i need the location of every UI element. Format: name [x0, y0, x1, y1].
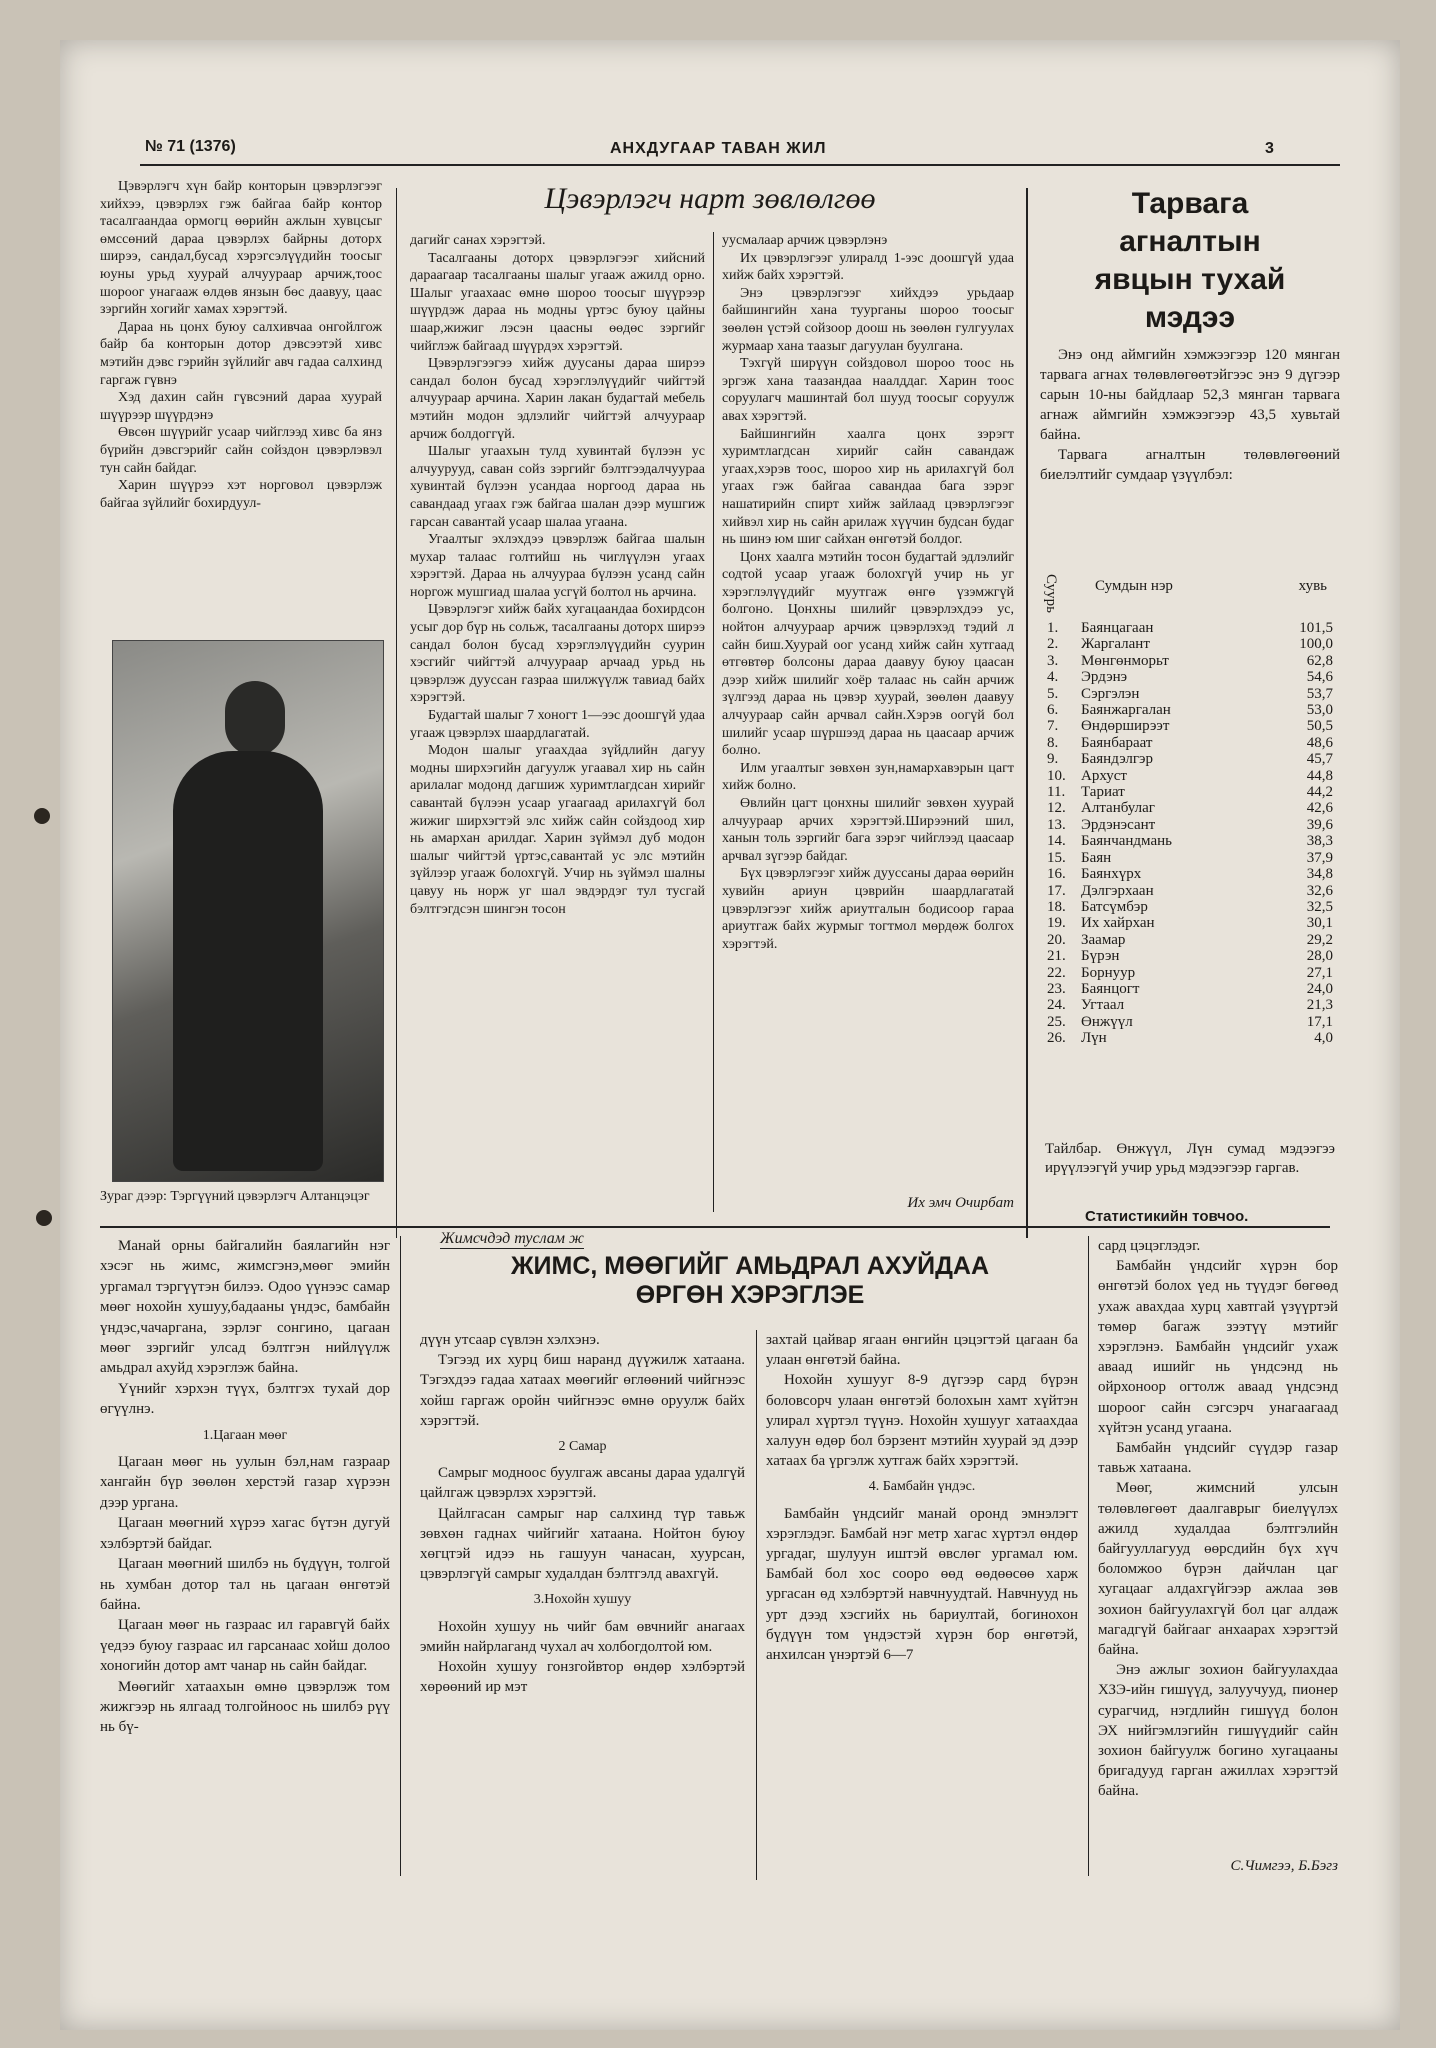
- cell-name: Эрдэнэсант: [1081, 816, 1156, 833]
- paragraph: Нохойн хушуу гонзгойвтор өндөр хэлбэртэй хөрөөний ир мэт: [420, 1659, 745, 1696]
- cell-name: Өнжүүл: [1081, 1013, 1133, 1030]
- paragraph: Шалыг угаахын тулд хувинтай бүлээн ус алчуурууд, саван сойз зэргийг бэлтгээдалчуураа хувинтай бүлээн усандаа норгоод дараа нь савандаад угаах гэж байгаа шалан дээр мушгиж гарсан савантай усаар шалаа угаана.: [410, 444, 705, 530]
- cell-pct: 32,5: [1306, 898, 1333, 915]
- cell-name: Өндөрширээт: [1081, 718, 1170, 735]
- paragraph: Өвлийн цагт цонхны шилийг зөвхөн хуурай алчуураар арчих хэрэгтэй.Ширээний шил, ханын толь зэргийг бага зэрэг чийглээд цаасаар арчвал зүгээр байдаг.: [722, 796, 1014, 864]
- cell-pct: 48,6: [1306, 734, 1333, 751]
- title-line-1: ЖИМС, МӨӨГИЙГ АМЬДРАЛ АХУЙДАА: [510, 1252, 990, 1280]
- paragraph: Тасалгааны доторх цэвэрлэгээг хийсний дараагаар тасалгааны шалыг угааж ажилд орно. Шалыг угаахаас өмнө шороо тоосыг шүүрээр шүүрдэж дараа нь модны үртэс буюу цайны шаар,жижиг лэсэн цаасны өөдөс зэргийг чийглэж байгаад шүүрдэх хэрэгтэй.: [410, 250, 705, 354]
- cell-pct: 54,6: [1306, 669, 1333, 686]
- photo-cleaner: [112, 640, 384, 1182]
- cell-name: Баяндэлгэр: [1081, 751, 1153, 768]
- cell-rank: 2.: [1047, 636, 1059, 653]
- paragraph: Тарвага агналтын төлөвлөгөөний биелэлтийг сумдаар үзүүлбэл:: [1040, 447, 1340, 483]
- cell-name: Архуст: [1081, 767, 1127, 784]
- cell-name: Заамар: [1081, 931, 1126, 948]
- table-row: [1045, 653, 1335, 669]
- cell-name: Баянбараат: [1081, 734, 1153, 751]
- punch-hole: [36, 1210, 52, 1226]
- table-row: [1045, 932, 1335, 948]
- table-row: [1045, 899, 1335, 915]
- tarvaga-signature: Статистикийн товчоо.: [1085, 1208, 1249, 1225]
- paragraph: Цэвэрлэгээгээ хийж дуусаны дараа ширээ сандал болон бусад хэрэглэлүүдийг чийгтэй алчуураар арчина. Харин лакан будагтай мебель мэтийн модон эдлэлийг чийгтэй алчуураар арчиж болдоггүй.: [410, 356, 705, 442]
- cell-rank: 12.: [1047, 800, 1066, 817]
- cell-name: Мөнгөнморьт: [1081, 652, 1169, 669]
- cell-name: Баянцагаан: [1081, 620, 1154, 636]
- paragraph: Цагаан мөөг нь уулын бэл,нам газраар хангайн бүр зөөлөн херстэй газар хүрээн дээр ургана.: [100, 1454, 390, 1511]
- cell-name: Жаргалант: [1081, 636, 1150, 653]
- paragraph: Цэвэрлэгч хүн байр конторын цэвэрлэгээг хийхээ, цэвэрлэх гэж байгаа байр контор тасалгаандаа ормогц өөрийн ажлын хувцсыг өмссөний дараа цэвэрлэх байрны доторх ширээ, сандал,бусад хэрэгсэлүүдийн тоосыг юуны урьд хуурай алчуураар арчиж,тоос шороог унагааж өлдөв янзын бөс даавуу, цаас зэргийн хогийг хамах хэрэгтэй.: [100, 179, 382, 318]
- cell-pct: 24,0: [1306, 980, 1333, 997]
- page-number: 3: [1265, 140, 1274, 157]
- table-header: [1045, 560, 1335, 616]
- table-row: [1045, 981, 1335, 997]
- cleaning-column-2: [722, 232, 1014, 1192]
- paragraph: Энэ онд аймгийн хэмжээгээр 120 мянган тарвага агнах төлөвлөгөөтэйгээс энэ 9 дүгээр сарын 10-ны байдлаар 52,3 мянган тарвага агнаж аймгийн хэмжээгээр 43,5 хувьтай байна.: [1040, 347, 1340, 443]
- title-line: Тарвага: [1131, 187, 1249, 220]
- fruits-signature: С.Чимгээ, Б.Бэгз: [1230, 1858, 1338, 1874]
- bottom-left-column: [100, 1236, 390, 1886]
- cell-rank: 13.: [1047, 816, 1066, 833]
- table-row: [1045, 800, 1335, 816]
- table-row: [1045, 883, 1335, 899]
- cell-rank: 8.: [1047, 734, 1059, 751]
- cell-rank: 9.: [1047, 751, 1059, 768]
- paragraph: уусмалаар арчиж цэвэрлэнэ: [722, 233, 888, 248]
- paragraph: Угаалтыг эхлэхдээ цэвэрлэж байгаа шалын мухар талаас голтийш нь чиглүүлэн угаах хэрэгтэй. Дараа нь алчуураа бүлээн усанд сайн норгож мушгиад шалаа усгүй болтол нь арчина.: [410, 532, 705, 600]
- paragraph: Дараа нь цонх буюу салхивчаа онгойлгож байр ба конторын дотор дэвсээтэй хивс мэтийн дэвс гэрийн зүйлийг авч гадаа салхинд гаргаж гүвнэ: [100, 319, 382, 388]
- paragraph: Самрыг модноос буулгаж авсаны дараа удалгүй цайлгаж цэвэрлэх хэрэгтэй.: [420, 1465, 745, 1502]
- cell-rank: 10.: [1047, 767, 1066, 784]
- column-rule: [396, 188, 397, 1238]
- paragraph: Мөөг, жимсний улсын төлөвлөгөөт даалгаврыг биелүүлэх ажилд худалдаа бэлтгэлийн байгууллагууд өөрсдийн бүх хүч боломжоо бүрэн дайчлан цаг хугацааг алдахгүйгээр ажлаа зөв зохион байгуулахгүй бол цаг алдаж магадгүй байгааг анхаарах хэрэгтэй байна.: [1098, 1480, 1338, 1659]
- table-row: [1045, 997, 1335, 1013]
- cell-rank: 17.: [1047, 882, 1066, 899]
- title-line: агналтын: [1119, 225, 1261, 258]
- cell-pct: 44,2: [1306, 784, 1333, 801]
- tarvaga-intro: [1040, 345, 1340, 555]
- cell-name: Алтанбулаг: [1081, 800, 1155, 817]
- paragraph: Бамбайн үндсийг манай оронд эмнэлэгт хэрэглэдэг. Бамбай нэг метр хагас хүртэл өндөр ургадаг, шулуун иштэй өвслөг ургамал юм. Бамбай бол хос сооро өөд өөдөөсөө харж ургасан өд хэлбэртэй навчнуудтай. Навчнууд нь урт дээд хэсгийх нь бариултай, богинохон бүдүүн том үндэстэй хүрэн бор өнгөтэй, анхилсан үнэртэй 6—7: [766, 1505, 1078, 1664]
- table-row: [1045, 718, 1335, 734]
- paragraph: Бамбайн үндсийг хүрэн бор өнгөтэй болох үед нь түүдэг бөгөөд ухаж авахдаа хурц хавтгай үзүүртэй төмөр багаж зээтүү мэтийг хэрэглэнэ. Бамбайн үндсийг ухаж аваад ишийг нь үндсэнд нь ойрхоноор огтолж аваад үндсэнд шороог сайн сэгсэрч унагаагаад хүйтэн усанд угаана.: [1098, 1258, 1338, 1436]
- header-pct: хувь: [1298, 578, 1327, 594]
- paragraph: Үүнийг хэрхэн түүх, бэлтгэх тухай дор өгүүлнэ.: [100, 1380, 390, 1418]
- table-body: [1045, 620, 1335, 1047]
- cell-rank: 5.: [1047, 685, 1059, 702]
- cell-rank: 24.: [1047, 997, 1066, 1014]
- table-row: [1045, 620, 1335, 636]
- title-line: мэдээ: [1144, 301, 1236, 334]
- table-row: [1045, 735, 1335, 751]
- fruits-kicker: Жимсчдэд туслам ж: [440, 1230, 584, 1247]
- paragraph: Тэгээд их хурц биш наранд дүүжилж хатаана. Тэгэхдээ гадаа хатаах мөөгийг өглөөний чийгнээс хойш гаргаж оройн чийгнээс өмнө оруулж байх хэрэгтэй.: [420, 1352, 745, 1429]
- table-row: [1045, 833, 1335, 849]
- cell-rank: 23.: [1047, 980, 1066, 997]
- fruits-title: [410, 1252, 1090, 1310]
- photo-figure-head: [225, 681, 285, 756]
- title-line: явцын тухай: [1094, 263, 1286, 296]
- table-row: [1045, 1030, 1335, 1046]
- cell-rank: 22.: [1047, 964, 1066, 981]
- paragraph: Будагтай шалыг 7 хоногт 1—ээс доошгүй удаа угааж цэвэрлэх шаардлагатай.: [410, 708, 705, 741]
- cell-pct: 21,3: [1306, 997, 1333, 1014]
- cell-name: Тариат: [1081, 784, 1125, 801]
- table-row: [1045, 751, 1335, 767]
- subhead-nuts: 2 Самар: [558, 1439, 607, 1455]
- cell-pct: 44,8: [1306, 767, 1333, 784]
- cell-pct: 32,6: [1306, 882, 1333, 899]
- subhead-white-mushroom: 1.Цагаан мөөг: [202, 1427, 288, 1443]
- column-rule: [756, 1330, 757, 1880]
- cell-name: Баянжаргалан: [1081, 702, 1171, 719]
- paragraph: Цагаан мөөг нь газраас ил гаравгүй байх үедээ буюу газраас ил гарсанаас хойш долоо хоногийн дотор амт чанар нь сайн байдаг.: [100, 1617, 390, 1675]
- cell-rank: 18.: [1047, 898, 1066, 915]
- table-row: [1045, 915, 1335, 931]
- cell-rank: 7.: [1047, 718, 1059, 735]
- cell-name: Батсүмбэр: [1081, 898, 1148, 915]
- cell-rank: 11.: [1047, 784, 1066, 801]
- column-rule: [1088, 1236, 1089, 1876]
- paragraph: Их цэвэрлэгээг улиралд 1-ээс доошгүй удаа хийж байх хэрэгтэй.: [722, 250, 1014, 284]
- table-row: [1045, 850, 1335, 866]
- cell-name: Баянхүрх: [1081, 866, 1142, 883]
- title-line-2: ӨРГӨН ХЭРЭГЛЭЕ: [635, 1281, 865, 1309]
- photo-figure-body: [173, 751, 323, 1171]
- punch-hole: [34, 808, 50, 824]
- cell-name: Угтаал: [1081, 997, 1125, 1014]
- cell-name: Эрдэнэ: [1081, 669, 1128, 686]
- paragraph: захтай цайвар ягаан өнгийн цэцэгтэй цагаан ба улаан өнгөтэй байна.: [766, 1332, 1078, 1369]
- paragraph: Илм угаалтыг зөвхөн зун,намархавэрын цагт хийж болно.: [722, 760, 1014, 794]
- paragraph: Харин шүүрээ хэт норговол цэвэрлэж байгаа зүйлийг бохирдуул-: [100, 478, 382, 511]
- table-row: [1045, 948, 1335, 964]
- table-row: [1045, 965, 1335, 981]
- cell-pct: 100,0: [1299, 636, 1333, 653]
- column-rule: [713, 232, 714, 1212]
- cell-pct: 4,0: [1314, 1030, 1333, 1047]
- tarvaga-table: [1045, 560, 1335, 1047]
- cell-pct: 45,7: [1306, 751, 1333, 768]
- fruits-column-2: [766, 1330, 1078, 1890]
- cell-pct: 39,6: [1306, 816, 1333, 833]
- paragraph: Цагаан мөөгний шилбэ нь бүдүүн, толгой нь хумбан дотор тал нь цагаан өнгөтэй байна.: [100, 1556, 390, 1613]
- paragraph: дүүн утсаар сүвлэн хэлхэнэ.: [420, 1332, 600, 1348]
- cell-rank: 4.: [1047, 669, 1059, 686]
- cell-pct: 27,1: [1306, 964, 1333, 981]
- table-row: [1045, 817, 1335, 833]
- paragraph: Цонх хаалга мэтийн тосон будагтай эдлэлийг содтой усаар угааж болохгүй учир нь уг хэрэглэлүүдийг муутгаж өнгө үзэмжгүй болгоно. Цонхны шилийг цэвэрлэхдээ ус, нойтон алчуураар арчиж цэвэрлэхэд тэдий л сайн биш.Хуурай оог усанд хийж сайн хутгаад өтгөвтөр болсоны дараа даавуу буюу цаасан дээр хийж шилийг хоёр талаас нь сайн арчиж зүлгээд дараа нь цэвэр хуурай, зөөлөн даавуу алчуураар сайн арчвал сайн.Хэрэв оогүй бол шилийг усаар шүршээд дараа нь цаасаар арчиж болно.: [722, 549, 1014, 759]
- fruits-column-3: [1098, 1236, 1338, 1856]
- cell-name: Баянцогт: [1081, 980, 1140, 997]
- table-row: [1045, 866, 1335, 882]
- table-row: [1045, 686, 1335, 702]
- photo-caption: Зураг дээр: Тэргүүний цэвэрлэгч Алтанцэцэг: [100, 1189, 370, 1204]
- cell-rank: 3.: [1047, 652, 1059, 669]
- cell-rank: 16.: [1047, 866, 1066, 883]
- cell-rank: 19.: [1047, 915, 1066, 932]
- cell-pct: 17,1: [1306, 1013, 1333, 1030]
- cell-rank: 21.: [1047, 948, 1066, 965]
- cleaning-signature: Их эмч Очирбат: [907, 1195, 1014, 1211]
- cell-name: Баянчандмань: [1081, 833, 1172, 850]
- paragraph: Бамбайн үндсийг сүүдэр газар тавьж хатаана.: [1098, 1440, 1338, 1477]
- paragraph: Нохойн хушуу нь чийг бам өвчнийг анагаах эмийн найрлаганд чухал ач холбогдолтой юм.: [420, 1618, 745, 1655]
- cell-name: Бүрэн: [1081, 948, 1120, 965]
- cell-pct: 37,9: [1306, 849, 1333, 866]
- paragraph: Цайлгасан самрыг нар салхинд түр тавьж зөвхөн гаднах чийгийг хатаана. Нойтон буюу хөгцтэй идээ нь гашуун чанасан, хуурсан, цэвэрлэгүй самрыг худалдан бэлтгэлд авахгүй.: [420, 1505, 745, 1583]
- cleaning-article-title: Цэвэрлэгч нарт зөвлөлгөө: [544, 182, 876, 215]
- cell-pct: 42,6: [1306, 800, 1333, 817]
- table-row: [1045, 669, 1335, 685]
- paragraph: Цагаан мөөгний хүрээ хагас бүтэн дугуй хэлбэртэй байдаг.: [100, 1515, 390, 1552]
- cell-name: Лүн: [1081, 1030, 1107, 1047]
- cell-pct: 29,2: [1306, 931, 1333, 948]
- cell-rank: 15.: [1047, 849, 1066, 866]
- paragraph: Манай орны байгалийн баялагийн нэг хэсэг нь жимс, жимсгэнэ,мөөг эмийн ургамал тэргүүтэн билээ. Одоо үүнээс самар мөөг нохойн хушуу,бадааны үндэс, бамбайн үндэс,чачаргана, зэрлэг сонгино, цагаан мөөг зэргийг улсад бэлтгэн нийлүүлж амьдрал ахуйд хэрэглэж байна.: [100, 1238, 390, 1377]
- paragraph: Тэхгүй ширүүн сойздовол шороо тоос нь эргэж хана таазандаа наалддаг. Харин тоос соруулагч машинтай бол шууд тоосыг соруулж авах хэрэгтэй.: [722, 356, 1014, 424]
- newspaper-page: [60, 40, 1400, 2030]
- cell-pct: 53,7: [1306, 685, 1333, 702]
- issue-number: № 71 (1376): [145, 138, 236, 155]
- cleaning-column-1: [410, 232, 705, 1214]
- paragraph: Энэ ажлыг зохион байгуулахдаа ХЗЭ-ийн гишүүд, залуучууд, пионер сурагчид, нэгдлийн гишүүд болон ЭХ нийгэмлэгийн гишүүдийг сайн зохион байгуулж богино хугацааны бригадууд гарган ажиллах хэрэгтэй байна.: [1098, 1662, 1338, 1800]
- cell-name: Дэлгэрхаан: [1081, 882, 1154, 899]
- cell-pct: 30,1: [1306, 915, 1333, 932]
- paragraph: Энэ цэвэрлэгээг хийхдээ урьдаар байшингийн хана туурганы шороо тоосыг зөөлөн үстэй сойзоор доош нь зөөлөн гулгуулах журмаар хана таазыг дагуулан буулгана.: [722, 285, 1014, 354]
- cell-name: Баян: [1081, 849, 1112, 866]
- paragraph: Хэд дахин сайн гүвсэний дараа хуурай шүүрээр шүүрдэнэ: [100, 390, 382, 423]
- paragraph: Мөөгийг хатаахын өмнө цэвэрлэж том жижгээр нь ялгаад толгойноос нь шилбэ рүү нь бү-: [100, 1678, 390, 1736]
- cell-pct: 53,0: [1306, 702, 1333, 719]
- paragraph: Цэвэрлэгэг хийж байх хугацаандаа бохирдсон усыг дор бүр нь сольж, тасалгааны доторх ширээ сандал болон бусад хэрэглэлүүдийн суурин хэсгийг чийгтэй алчуураар арчаад урьд нь цэвэрлэж дууссан газраа шилжүүлж тавиад байх хэрэгтэй.: [410, 602, 705, 706]
- cell-pct: 50,5: [1306, 718, 1333, 735]
- header-name: Сумдын нэр: [1095, 578, 1173, 594]
- table-row: [1045, 702, 1335, 718]
- cell-rank: 14.: [1047, 833, 1066, 850]
- cell-pct: 28,0: [1306, 948, 1333, 965]
- table-row: [1045, 636, 1335, 652]
- paragraph: Модон шалыг угаахдаа зүйдлийн дагуу модны ширхэгийн дагуулж угаавал хир нь сайн арилалаг модонд дагшиж хуримтлагдсан хирийг савантай бүлээн усаар угаагаад арилахгүй бол жижиг ширхэгтэй элс хийж сайн сойздоод хир нь амархан арилдаг. Харин зүймэл дуб модон шалыг чийгтэй үртэс,савантай ус элс мэтийн зүйлээр угааж болохгүй. Учир нь зүймэл шалны цавуу нь норж уг шал эвдэрдэг тул тусгай бэлтгэгдсэн шингэн тосон: [410, 743, 705, 917]
- cell-pct: 34,8: [1306, 866, 1333, 883]
- fruits-column-1: [420, 1330, 745, 1890]
- paragraph: Нохойн хушууг 8-9 дүгээр сард бүрэн боловсорч улаан өнгөтэй болохын хамт хүйтэн улирал хүртэл түүнэ. Нохойн хушууг хатаахдаа халуун өдөр бол бэрзент мэтийн хуурай эд дээр хатаах ба үргэлж хутгаж байх хэрэгтэй.: [766, 1372, 1078, 1470]
- subhead-bergenia: 4. Бамбайн үндэс.: [868, 1479, 976, 1495]
- paragraph: Өвсөн шүүрийг усаар чийглээд хивс ба янз бүрийн дэвсгэрийг сайн сойздон цэвэрлэвэл тун сайн байдаг.: [100, 425, 382, 476]
- cell-rank: 1.: [1047, 620, 1059, 636]
- column-rule: [400, 1236, 401, 1876]
- cell-pct: 101,5: [1299, 620, 1333, 636]
- header-rule: [140, 164, 1340, 166]
- cell-rank: 6.: [1047, 702, 1059, 719]
- cell-pct: 62,8: [1306, 652, 1333, 669]
- cell-rank: 26.: [1047, 1030, 1066, 1047]
- column-rule: [1026, 188, 1028, 1238]
- cell-rank: 20.: [1047, 931, 1066, 948]
- cell-name: Борнуур: [1081, 964, 1136, 981]
- cell-name: Сэргэлэн: [1081, 685, 1140, 702]
- table-row: [1045, 768, 1335, 784]
- newspaper-name: АНХДУГААР ТАВАН ЖИЛ: [610, 140, 827, 157]
- paragraph: Байшингийн хаалга цонх зэрэгт хуримтлагдсан хирийг сайн савандаж угаах,хэрэв тоос, шороо хир нь арилахгүй бол угаах гэж байгаа савандаа бага зэрэг нашатирийн спирт хийж зайлаад цэвэрлэгээг хийвэл хир нь сайн арилаж хүүчин будсан будаг нь шинэ юм шиг сайхан өнгөтэй болдог.: [722, 426, 1014, 548]
- cell-pct: 38,3: [1306, 833, 1333, 850]
- table-row: [1045, 1014, 1335, 1030]
- tarvaga-note: Тайлбар. Өнжүүл, Лүн сумад мэдээгээ ирүүлээгүй учир урьд мэдээгээр гаргав.: [1045, 1141, 1335, 1176]
- subhead-rosehip: 3.Нохойн хушуу: [533, 1592, 632, 1608]
- paragraph: Бүх цэвэрлэгээг хийж дууссаны дараа өөрийн хувийн ариун цэврийн шаардлагатай цэвэрлэгээг хийж ариутгалын бодисоор гараа ариутгаж байх журмыг тогтмол мөрдөж болгох хэрэгтэй.: [722, 866, 1014, 952]
- table-row: [1045, 784, 1335, 800]
- top-left-column: [100, 178, 382, 628]
- paragraph: сард цэцэглэдэг.: [1098, 1238, 1201, 1254]
- paragraph: дагийг санах хэрэгтэй.: [410, 233, 546, 248]
- cell-rank: 25.: [1047, 1013, 1066, 1030]
- cell-name: Их хайрхан: [1081, 915, 1155, 932]
- header-rank: Суурь: [1043, 574, 1059, 613]
- tarvaga-article-title: [1040, 185, 1340, 337]
